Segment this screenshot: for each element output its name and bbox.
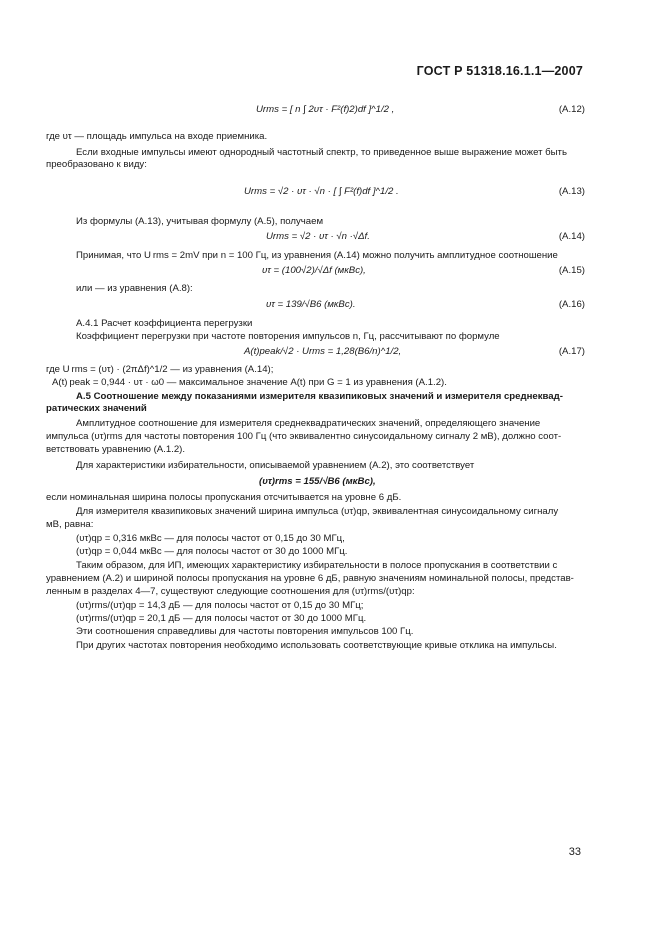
section-heading: А.5 Соотношение между показаниями измерителя квазипиковых значений и измерителя среднеквад- (76, 391, 563, 402)
text-line: ленным в разделах 4—7, существуют следующие соотношения для (υτ)rms/(υτ)qp: (46, 586, 415, 597)
text-line: или — из уравнения (А.8): (76, 283, 193, 294)
text-line: Для измерителя квазипиковых значений ширина импульса (υτ)qp, эквивалентная синусоидальному сигналу (76, 506, 559, 517)
text-line: мВ, равна: (46, 519, 94, 530)
text-line: (υτ)qp = 0,316 мкВс — для полосы частот от 0,15 до 30 МГц, (76, 533, 345, 544)
equation-number-a14: (А.14) (558, 231, 585, 242)
text-line: (υτ)rms/(υτ)qp = 20,1 дБ — для полосы частот от 30 до 1000 МГц. (76, 613, 367, 624)
text-line: Если входные импульсы имеют однородный частотный спектр, то приведенное выше выражение может быть (76, 147, 567, 158)
text-line: импульса (υτ)rms для частоты повторения 100 Гц (что эквивалентно синусоидальному сигналу 2 мВ), должно соот- (46, 431, 562, 442)
equation-a15: υτ = (100√2)/√Δf (мкВс), (262, 265, 366, 276)
text-line: Из формулы (А.13), учитывая формулу (А.5), получаем (76, 216, 324, 227)
subsection-heading: А.4.1 Расчет коэффициента перегрузки (76, 318, 253, 329)
equation-rms: (υτ)rms = 155/√B6 (мкВс), (259, 476, 376, 487)
text-line: где υτ — площадь импульса на входе приемника. (46, 131, 268, 142)
text-line: уравнением (А.2) и шириной полосы пропускания на уровне 6 дБ, равную значениям номинальной полосы, представ- (46, 573, 574, 584)
equation-number-a17: (А.17) (558, 346, 585, 357)
equation-number-a15: (А.15) (558, 265, 585, 276)
document-header: ГОСТ Р 51318.16.1.1—2007 (416, 64, 583, 78)
text-line: (υτ)rms/(υτ)qp = 14,3 дБ — для полосы частот от 0,15 до 30 МГц; (76, 600, 364, 611)
equation-a14: Urms = √2 · υτ · √n ·√Δf. (266, 231, 370, 242)
equation-a12: Urms = [ n ∫ 2υτ · F²(f)2)df ]^1/2 , (256, 104, 395, 115)
text-line: ветствовать уравнению (А.1.2). (46, 444, 186, 455)
equation-number-a13: (А.13) (558, 186, 585, 197)
text-line: При других частотах повторения необходимо использовать соответствующие кривые отклика на импульсы. (76, 640, 557, 651)
text-line: (υτ)qp = 0,044 мкВс — для полосы частот от 30 до 1000 МГц. (76, 546, 348, 557)
text-line: Амплитудное соотношение для измерителя среднеквадратических значений, определяющего значение (76, 418, 541, 429)
text-line: где U rms = (υτ) · (2πΔf)^1/2 — из уравнения (А.14); (46, 364, 274, 375)
equation-number-a12: (А.12) (558, 104, 585, 115)
equation-a16: υτ = 139/√B6 (мкВс). (266, 299, 356, 310)
equation-a17: A(t)peak/√2 · Urms = 1,28(B6/n)^1/2, (244, 346, 402, 357)
text-line: если номинальная ширина полосы пропускания отсчитывается на уровне 6 дБ. (46, 492, 402, 503)
equation-a13: Urms = √2 · υτ · √n · [ ∫ F²(f)df ]^1/2 . (244, 186, 399, 197)
text-line: A(t) peak = 0,944 · υτ · ω0 — максимальное значение A(t) при G = 1 из уравнения (А.1.2). (52, 377, 447, 388)
equation-number-a16: (А.16) (558, 299, 585, 310)
text-line: Эти соотношения справедливы для частоты повторения импульсов 100 Гц. (76, 626, 414, 637)
text-line: преобразовано к виду: (46, 159, 147, 170)
page-number: 33 (568, 846, 581, 858)
text-line: Таким образом, для ИП, имеющих характеристику избирательности в полосе пропускания в соответствии с (76, 560, 558, 571)
text-line: Коэффициент перегрузки при частоте повторения импульсов n, Гц, рассчитывают по формуле (76, 331, 500, 342)
text-line: Для характеристики избирательности, описываемой уравнением (А.2), это соответствует (76, 460, 475, 471)
text-line: Принимая, что U rms = 2mV при n = 100 Гц, из уравнения (А.14) можно получить амплитудное соотношение (76, 250, 558, 261)
section-heading: ратических значений (46, 403, 147, 414)
